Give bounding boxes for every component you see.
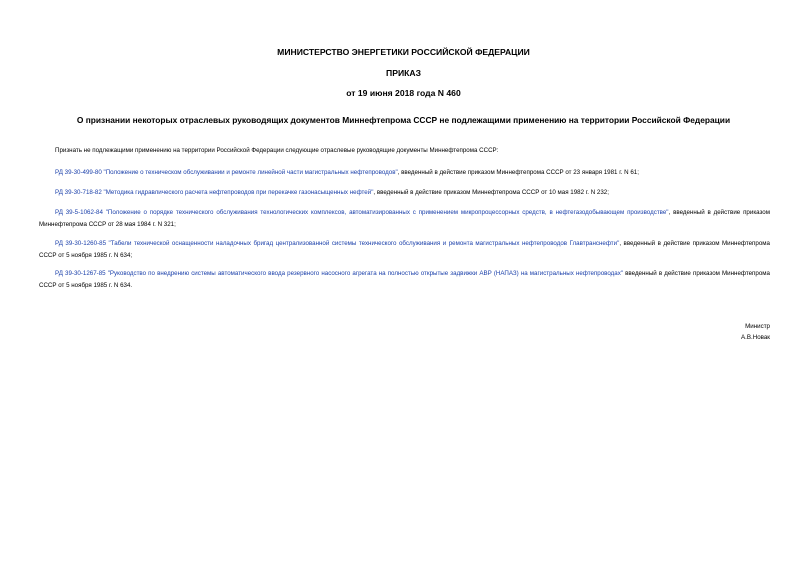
document-link-code[interactable]: РД 39-5-1062-84 — [55, 209, 103, 216]
document-link-code[interactable]: РД 39-30-1267-85 — [55, 270, 106, 277]
document-tail: , введенный в действие приказом Миннефтепрома СССР от 5 ноября 1985 г. N 634; — [39, 240, 770, 259]
document-link-code[interactable]: РД 39-30-499-80 — [55, 169, 102, 176]
signature-name: А.В.Новак — [741, 334, 770, 341]
document-link-code[interactable]: РД 39-30-1260-85 — [55, 240, 107, 247]
signature-block — [741, 321, 770, 343]
document-tail: , введенный в действие приказом Миннефтепрома СССР от 10 мая 1982 г. N 232; — [373, 189, 609, 196]
doc-type-heading: ПРИКАЗ — [386, 68, 421, 78]
intro-paragraph: Признать не подлежащими применению на территории Российской Федерации следующие отраслевые руководящие документы Миннефтепрома СССР: — [55, 147, 499, 154]
document-item — [39, 187, 770, 199]
document-tail: введенный в действие приказом Миннефтепрома СССР от 5 ноября 1985 г. N 634. — [39, 270, 770, 289]
document-item — [39, 207, 770, 231]
document-link-title[interactable]: "Методика гидравлического расчета нефтепроводов при перекачке газонасыщенных нефтей" — [103, 189, 374, 196]
signature-position: Министр — [745, 323, 770, 330]
document-item — [39, 268, 770, 292]
document-link-title[interactable]: "Руководство по внедрению системы автоматического ввода резервного насосного агрегата на полностью открытые задвижки АВР (НАПАЗ) на магистральных нефтепроводах" — [107, 270, 624, 277]
document-link-title[interactable]: "Положение о техническом обслуживании и ремонте линейной части магистральных нефтепроводов" — [103, 169, 398, 176]
document-tail: , введенный в действие приказом Миннефтепрома СССР от 23 января 1981 г. N 61; — [397, 169, 639, 176]
page-title: О признании некоторых отраслевых руководящих документов Миннефтепрома СССР не подлежащими применению на территории Российской Федерации — [76, 115, 731, 125]
ministry-heading: МИНИСТЕРСТВО ЭНЕРГЕТИКИ РОССИЙСКОЙ ФЕДЕРАЦИИ — [277, 47, 530, 57]
document-link-code[interactable]: РД 39-30-718-82 — [55, 189, 102, 196]
document-link-title[interactable]: "Табели технической оснащенности наладочных бригад централизованной системы технического обслуживания и ремонта магистральных нефтепроводов Главтранснефти" — [108, 240, 620, 247]
document-link-title[interactable]: "Положение о порядке технического обслуживания технологических комплексов, автоматизированных с применением микропроцессорных средств, в нефтегазодобывающем производстве" — [105, 209, 669, 216]
date-number: от 19 июня 2018 года N 460 — [346, 88, 461, 98]
document-item — [39, 238, 770, 262]
document-tail: , введенный в действие приказом Миннефтепрома СССР от 28 мая 1984 г. N 321; — [39, 209, 770, 228]
document-item — [39, 167, 770, 179]
